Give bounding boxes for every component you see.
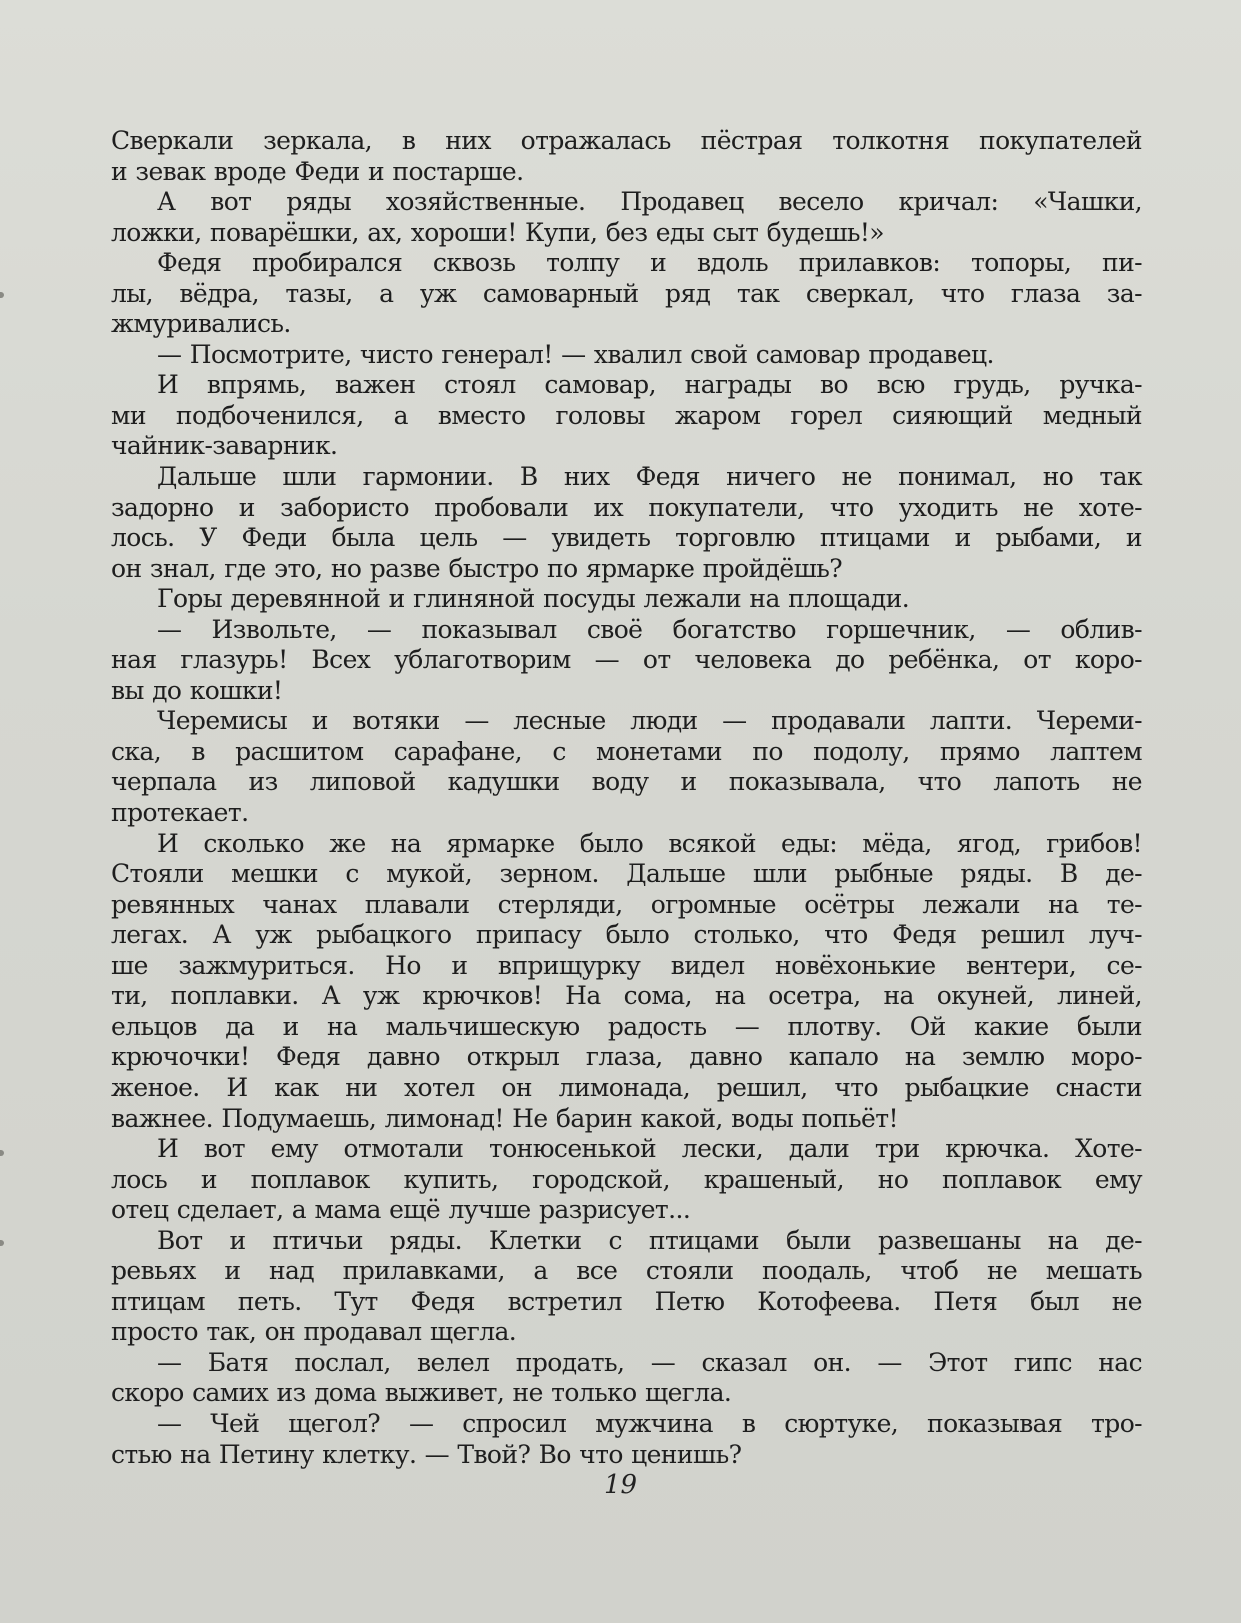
text-line: ложки, поварёшки, ах, хороши! Купи, без еды сыт будешь!»: [111, 217, 884, 247]
text-line: легах. А уж рыбацкого припасу было столько, что Федя решил луч-: [111, 920, 1142, 950]
text-line: лось и поплавок купить, городской, крашеный, но поплавок ему: [111, 1164, 1142, 1194]
text-line: — Посмотрите, чисто генерал! — хвалил свой самовар продавец.: [157, 339, 994, 369]
text-line: ше зажмуриться. Но и вприщурку видел новёхонькие вентери, се-: [111, 950, 1142, 980]
text-line: Черемисы и вотяки — лесные люди — продавали лапти. Череми-: [157, 706, 1142, 736]
body-text: [111, 126, 1142, 1470]
text-line: А вот ряды хозяйственные. Продавец весело кричал: «Чашки,: [157, 187, 1142, 217]
text-line: Сверкали зеркала, в них отражалась пёстрая толкотня покупателей: [111, 126, 1142, 155]
text-line: ревянных чанах плавали стерляди, огромные осётры лежали на те-: [111, 889, 1142, 919]
text-line: ревьях и над прилавками, а все стояли поодаль, чтоб не мешать: [111, 1256, 1142, 1286]
text-line: ти, поплавки. А уж крючков! На сома, на осетра, на окуней, линей,: [111, 981, 1142, 1011]
text-line: важнее. Подумаешь, лимонад! Не барин какой, воды попьёт!: [111, 1103, 898, 1133]
text-line: ска, в расшитом сарафане, с монетами по подолу, прямо лаптем: [111, 736, 1142, 766]
text-line: жмуривались.: [111, 309, 291, 339]
text-line: И впрямь, важен стоял самовар, награды во всю грудь, ручка-: [157, 370, 1142, 400]
text-line: — Батя послал, велел продать, — сказал он. — Этот гипс нас: [157, 1347, 1142, 1377]
text-line: лы, вёдра, тазы, а уж самоварный ряд так сверкал, что глаза за-: [111, 278, 1142, 308]
text-line: женое. И как ни хотел он лимонада, решил, что рыбацкие снасти: [111, 1072, 1142, 1102]
text-line: ми подбоченился, а вместо головы жаром горел сияющий медный: [111, 400, 1142, 430]
text-line: чайник-заварник.: [111, 431, 338, 461]
text-line: черпала из липовой кадушки воду и показывала, что лапоть не: [111, 767, 1142, 797]
text-line: Федя пробирался сквозь толпу и вдоль прилавков: топоры, пи-: [157, 248, 1142, 278]
text-line: — Чей щегол? — спросил мужчина в сюртуке, показывая тро-: [157, 1408, 1142, 1438]
text-line: отец сделает, а мама ещё лучше разрисует...: [111, 1195, 691, 1225]
text-line: ельцов да и на мальчишескую радость — плотву. Ой какие были: [111, 1011, 1142, 1041]
text-line: вы до кошки!: [111, 675, 283, 705]
text-line: Вот и птичьи ряды. Клетки с птицами были развешаны на де-: [157, 1225, 1142, 1255]
text-line: Дальше шли гармонии. В них Федя ничего не понимал, но так: [157, 462, 1142, 492]
page-edge-mark: [0, 292, 4, 298]
text-line: стью на Петину клетку. — Твой? Во что ценишь?: [111, 1439, 742, 1469]
page-edge-mark: [0, 1240, 4, 1246]
text-line: он знал, где это, но разве быстро по ярмарке пройдёшь?: [111, 553, 843, 583]
page-number: 19: [603, 1470, 638, 1500]
text-line: протекает.: [111, 798, 249, 828]
text-line: и зевак вроде Феди и постарше.: [111, 156, 524, 186]
text-line: И сколько же на ярмарке было всякой еды: мёда, ягод, грибов!: [157, 828, 1142, 858]
text-line: ная глазурь! Всех ублаготворим — от человека до ребёнка, от коро-: [111, 645, 1142, 675]
text-line: просто так, он продавал щегла.: [111, 1317, 517, 1347]
text-line: — Извольте, — показывал своё богатство горшечник, — облив-: [157, 614, 1142, 644]
text-line: Стояли мешки с мукой, зерном. Дальше шли рыбные ряды. В де-: [111, 859, 1142, 889]
text-line: И вот ему отмотали тонюсенькой лески, дали три крючка. Хоте-: [157, 1134, 1142, 1164]
text-line: крючочки! Федя давно открыл глаза, давно капало на землю моро-: [111, 1042, 1142, 1072]
page-edge-mark: [0, 1150, 4, 1156]
text-line: Горы деревянной и глиняной посуды лежали на площади.: [157, 584, 910, 614]
text-line: птицам петь. Тут Федя встретил Петю Котофеева. Петя был не: [111, 1286, 1142, 1316]
text-line: задорно и забористо пробовали их покупатели, что уходить не хоте-: [111, 492, 1142, 522]
text-line: лось. У Феди была цель — увидеть торговлю птицами и рыбами, и: [111, 523, 1142, 553]
text-line: скоро самих из дома выживет, не только щегла.: [111, 1378, 732, 1408]
